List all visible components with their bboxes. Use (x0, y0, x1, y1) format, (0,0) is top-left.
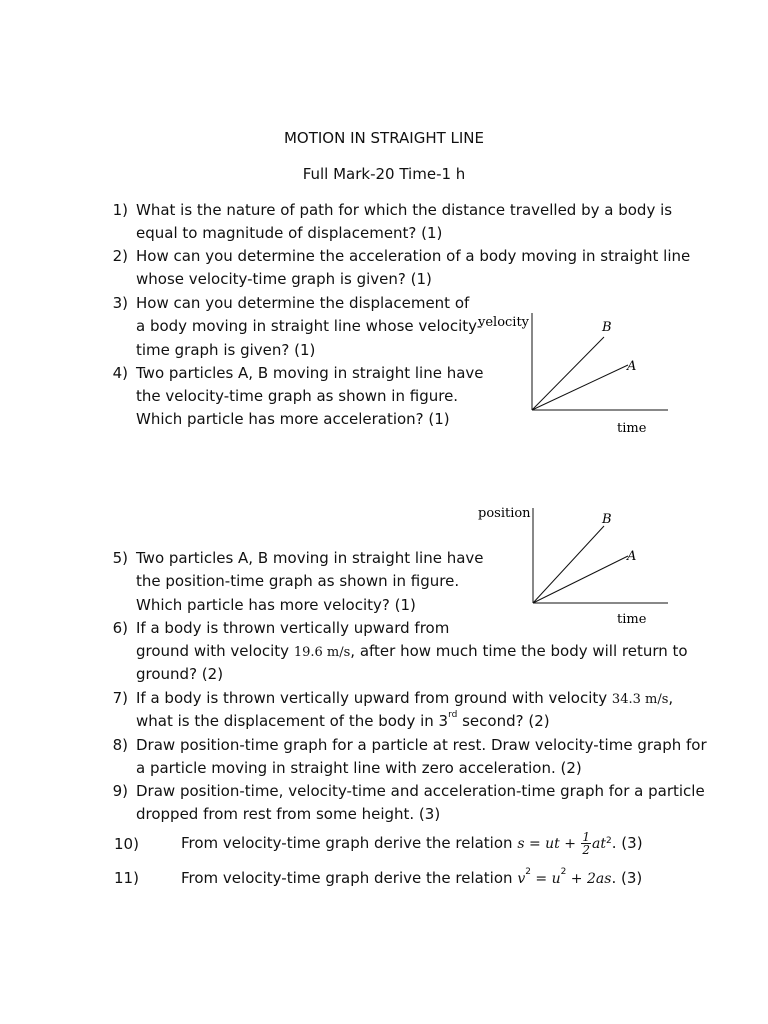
question-text: , (668, 689, 674, 707)
question-number: 9) (112, 782, 128, 800)
page-subtitle: Full Mark-20 Time-1 h (302, 165, 466, 183)
question-text: If a body is thrown vertically upward from ground with velocity (136, 689, 612, 707)
line-a (532, 365, 628, 410)
x-axis-label: time (617, 612, 647, 627)
question-number: 11) (114, 869, 139, 887)
question-line (181, 826, 643, 861)
question-line: whose velocity-time graph is given? (1) (136, 270, 432, 288)
ordinal-suffix: rd (448, 710, 458, 720)
question-text: , after how much time the body will return to (350, 642, 688, 660)
question-number: 3) (112, 294, 128, 312)
question-number: 1) (112, 201, 128, 219)
question-line (181, 869, 642, 887)
velocity-time-graph (470, 305, 680, 440)
question-number: 8) (112, 736, 128, 754)
question-text: what is the displacement of the body in 3 (136, 712, 449, 730)
label-b: B (602, 512, 612, 527)
question-line: the position-time graph as shown in figure. (136, 572, 460, 590)
question-line: equal to magnitude of displacement? (1) (136, 224, 443, 242)
exponent: 2 (560, 867, 567, 877)
question-line: Draw position-time graph for a particle at rest. Draw velocity-time graph for (136, 736, 707, 754)
equation-u: = u (530, 871, 561, 887)
line-b (532, 337, 604, 410)
question-line: a body moving in straight line whose velocity- (136, 317, 483, 335)
fraction-denominator: 2 (582, 843, 591, 857)
question-marks: . (3) (611, 834, 643, 852)
question-number: 2) (112, 247, 128, 265)
question-number: 6) (112, 619, 128, 637)
question-line: How can you determine the acceleration of a body moving in straight line (136, 247, 691, 265)
exponent: 2 (525, 867, 531, 877)
question-number: 7) (112, 689, 128, 707)
question-line: the velocity-time graph as shown in figure. (136, 387, 459, 405)
exponent: 2 (606, 836, 612, 846)
y-axis-label: position (478, 506, 531, 521)
question-line: ground? (2) (136, 665, 224, 683)
question-text: From velocity-time graph derive the relation (181, 869, 518, 887)
line-a (533, 556, 628, 603)
question-line: dropped from rest from some height. (3) (136, 805, 441, 823)
question-number: 5) (112, 549, 128, 567)
question-line: a particle moving in straight line with zero acceleration. (2) (136, 759, 582, 777)
label-a: A (627, 359, 637, 374)
question-text: ground with velocity (136, 642, 294, 660)
page-title: MOTION IN STRAIGHT LINE (283, 129, 485, 147)
question-number: 10) (114, 835, 139, 853)
question-line: Draw position-time, velocity-time and acceleration-time graph for a particle (136, 782, 705, 800)
question-marks: . (3) (611, 869, 643, 887)
y-axis-label: velocity (478, 315, 530, 330)
velocity-value: 34.3 m/s (611, 692, 669, 707)
equation-as: + 2as (566, 871, 612, 887)
equation-lhs: s = ut + (517, 836, 581, 852)
label-b: B (602, 320, 612, 335)
fraction-numerator: 1 (582, 830, 591, 844)
line-b (533, 526, 604, 603)
x-axis-label: time (617, 421, 647, 436)
question-line (136, 689, 673, 707)
question-text: second? (2) (457, 712, 550, 730)
question-line: Two particles A, B moving in straight line have (136, 364, 484, 382)
label-a: A (627, 549, 637, 564)
question-line (136, 642, 688, 660)
position-time-graph (470, 496, 680, 631)
equation-term: at (592, 836, 607, 852)
question-line: Which particle has more acceleration? (1) (136, 410, 450, 428)
question-line: If a body is thrown vertically upward from (136, 619, 450, 637)
fraction-half (581, 831, 591, 856)
question-line: Which particle has more velocity? (1) (136, 596, 416, 614)
velocity-value: 19.6 m/s (293, 645, 351, 660)
question-line (136, 712, 550, 730)
equation-v: v (517, 871, 526, 887)
question-text: From velocity-time graph derive the relation (181, 834, 518, 852)
question-number: 4) (112, 364, 128, 382)
question-line: Two particles A, B moving in straight line have (136, 549, 484, 567)
question-line: time graph is given? (1) (136, 341, 316, 359)
question-line: How can you determine the displacement of (136, 294, 470, 312)
question-line: What is the nature of path for which the distance travelled by a body is (136, 201, 673, 219)
